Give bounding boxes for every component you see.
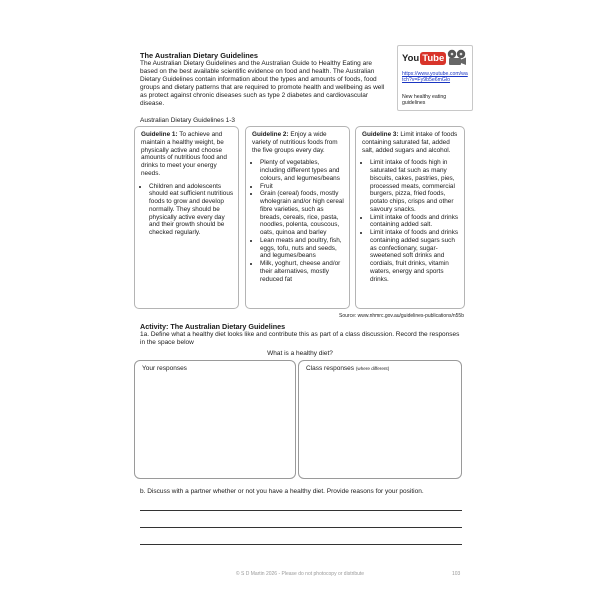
class-responses-note: (where different): [355, 366, 390, 371]
answer-line[interactable]: [140, 510, 462, 511]
list-item: • Grain (cereal) foods, mostly wholegrain and/or high cereal fibre varieties, such as breads, cereals, rice, pasta, noodles, polenta, couscous, oats, quinoa and barley: [260, 190, 345, 237]
class-responses-label: Class responses (where different): [306, 365, 390, 372]
list-item: • Fruit: [260, 183, 345, 191]
list-item: • Limit intake of foods and drinks containing added salt.: [370, 214, 460, 230]
guideline-heading: Guideline 3:: [362, 131, 399, 138]
part-b-instruction: b. Discuss with a partner whether or not you have a healthy diet. Provide reasons for your position.: [140, 488, 424, 495]
list-item: • Children and adolescents should eat sufficient nutritious foods to grow and develop normally. They should be physically active every day and their growth should be checked regularly.: [149, 183, 234, 237]
list-item: • Lean meats and poultry, fish, eggs, tofu, nuts and seeds, and legumes/beans: [260, 237, 345, 260]
youtube-link[interactable]: https://www.youtube.com/watch?v=Fy9b5e6mGlo: [402, 71, 468, 84]
guideline-3-box: [355, 126, 465, 309]
page-title: The Australian Dietary Guidelines: [140, 51, 259, 60]
class-responses-box[interactable]: [298, 360, 462, 479]
guideline-text: Limit intake of foods containing saturated fat, added salt, added sugars and alcohol.: [362, 131, 458, 154]
guideline-text: Enjoy a wide variety of nutritious foods from the five groups every day.: [252, 131, 338, 154]
youtube-video-card[interactable]: [397, 45, 473, 111]
your-responses-box[interactable]: [134, 360, 296, 479]
guideline-1-box: [134, 126, 239, 309]
list-item: • Limit intake of foods and drinks containing added sugars such as confectionary, sugar-sweetened soft drinks and cordials, fruit drinks, vitamin waters, energy and sports drinks.: [370, 229, 460, 283]
guideline-heading: Guideline 1:: [141, 131, 178, 138]
list-item: • Milk, yoghurt, cheese and/or their alternatives, mostly reduced fat: [260, 260, 345, 283]
activity-title: Activity: The Australian Dietary Guidelines: [140, 322, 286, 331]
video-caption: New healthy eating guidelines: [402, 94, 447, 107]
answer-line[interactable]: [140, 527, 462, 528]
activity-question: What is a healthy diet?: [267, 350, 333, 357]
guideline-text: To achieve and maintain a healthy weight, be physically active and choose amounts of nutritious food and drinks to meet your energy needs.: [141, 131, 227, 177]
film-reel-icon: [446, 49, 468, 67]
your-responses-label: Your responses: [142, 365, 187, 372]
guideline-2-box: [245, 126, 350, 309]
guidelines-label: Australian Dietary Guidelines 1-3: [140, 117, 236, 124]
page-number: 103: [452, 571, 461, 577]
answer-line[interactable]: [140, 544, 462, 545]
list-item: • Limit intake of foods high in saturated fat such as many biscuits, cakes, pastries, pies, processed meats, commercial burgers, pizza, fried foods, potato chips, crisps and other savoury snacks.: [370, 159, 460, 213]
activity-instruction: 1a. Define what a healthy diet looks like and contribute this as part of a class discussion. Record the responses in the space below: [140, 331, 460, 347]
guideline-heading: Guideline 2:: [252, 131, 289, 138]
source-citation: Source: www.nhmrc.gov.au/guidelines-publications/n55b: [339, 313, 464, 319]
youtube-logo: You Tube: [402, 53, 445, 64]
footer-copyright: © S D Martin 2026 - Please do not photocopy or distribute: [235, 571, 365, 577]
list-item: • Plenty of vegetables, including different types and colours, and legumes/beans: [260, 159, 345, 182]
intro-paragraph: The Australian Dietary Guidelines and the Australian Guide to Healthy Eating are based on the best available scientific evidence on food and health. The Australian Dietary Guidelines contain information about the types and amounts of foods, food groups and dietary patterns that are required to promote health and wellbeing as well as protect against chronic diseases such as type 2 diabetes and cardiovascular disease.: [140, 60, 385, 108]
